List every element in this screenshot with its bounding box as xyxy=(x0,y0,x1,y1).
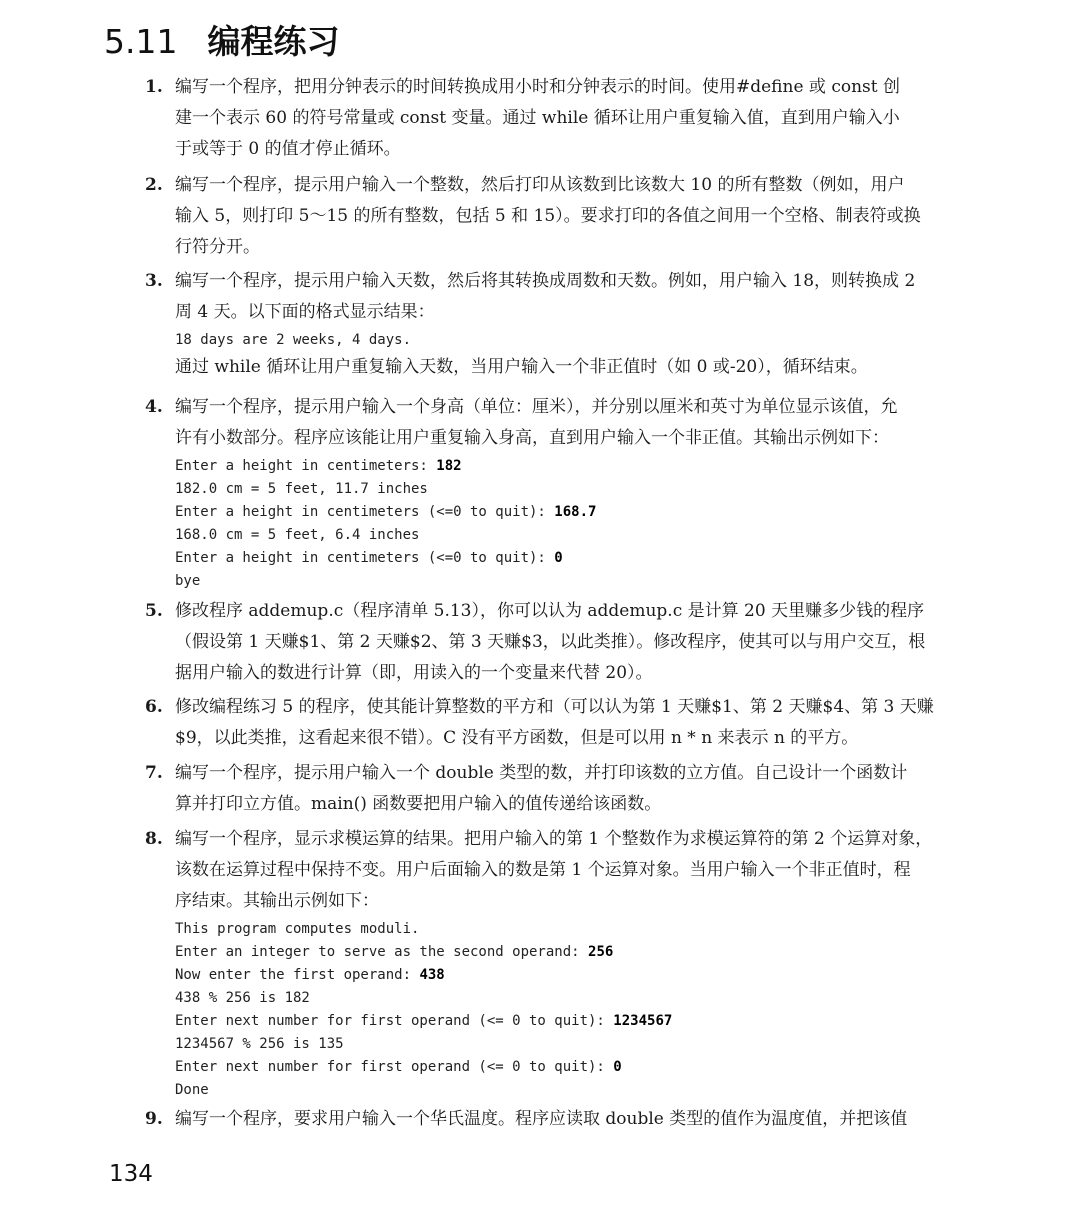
exercise-line: 编写一个程序，提示用户输入一个整数，然后打印从该数到比该数大 10 的所有整数（例如，用户 xyxy=(175,175,905,195)
exercise-item xyxy=(145,1104,975,1135)
exercise-line: 序结束。其输出示例如下： xyxy=(175,891,379,911)
exercise-line: 编写一个程序，要求用户输入一个华氏温度。程序应读取 double 类型的值作为温度值，并把该值 xyxy=(175,1109,908,1129)
exercise-line: 于或等于 0 的值才停止循环。 xyxy=(175,139,401,159)
code-line: Enter a height in centimeters (<=0 to quit): 168.7 xyxy=(175,504,597,520)
user-input: 182 xyxy=(436,458,462,474)
exercise-item xyxy=(145,596,975,689)
exercise-item xyxy=(145,758,975,820)
code-line: 438 % 256 is 182 xyxy=(175,990,310,1006)
code-line: Now enter the first operand: 438 xyxy=(175,967,445,983)
exercise-text xyxy=(175,596,975,689)
exercise-number: 3. xyxy=(145,271,163,291)
exercise-item xyxy=(145,824,975,1102)
exercise-text xyxy=(175,170,975,263)
exercise-text xyxy=(175,392,975,454)
exercise-line: 通过 while 循环让用户重复输入天数，当用户输入一个非正值时（如 0 或-20），循环结束。 xyxy=(175,357,868,377)
user-input: 0 xyxy=(554,550,563,566)
exercise-number: 9. xyxy=(145,1109,163,1129)
exercise-item xyxy=(145,692,975,754)
code-line: 1234567 % 256 is 135 xyxy=(175,1036,344,1052)
code-line: This program computes moduli. xyxy=(175,921,420,937)
code-line: Enter next number for first operand (<= 0 to quit): 1234567 xyxy=(175,1013,673,1029)
exercise-text xyxy=(175,824,975,917)
section-title: 编程练习 xyxy=(207,22,340,61)
exercise-number: 1. xyxy=(145,77,163,97)
user-input: 256 xyxy=(588,944,614,960)
exercise-number: 6. xyxy=(145,697,163,717)
code-line: 168.0 cm = 5 feet, 6.4 inches xyxy=(175,527,420,543)
page-number: 134 xyxy=(109,1161,153,1187)
exercise-line: 编写一个程序，把用分钟表示的时间转换成用小时和分钟表示的时间。使用#define 或 const 创 xyxy=(175,77,901,97)
exercise-line: 输入 5，则打印 5～15 的所有整数，包括 5 和 15）。要求打印的各值之间用一个空格、制表符或换 xyxy=(175,206,921,226)
code-sample xyxy=(175,455,975,593)
section-number: 5.11 xyxy=(104,22,178,61)
user-input: 1234567 xyxy=(613,1013,673,1029)
exercise-line: 行符分开。 xyxy=(175,237,260,257)
exercise-line: 建一个表示 60 的符号常量或 const 变量。通过 while 循环让用户重复输入值，直到用户输入小 xyxy=(175,108,900,128)
code-line: Enter an integer to serve as the second operand: 256 xyxy=(175,944,614,960)
exercise-text xyxy=(175,1104,975,1135)
exercise-item xyxy=(145,392,975,593)
exercise-line: 修改编程练习 5 的程序，使其能计算整数的平方和（可以认为第 1 天赚$1、第 2 天赚$4、第 3 天赚 xyxy=(175,697,934,717)
exercise-line: 据用户输入的数进行计算（即，用读入的一个变量来代替 20）。 xyxy=(175,663,653,683)
exercise-line: 编写一个程序，提示用户输入一个 double 类型的数，并打印该数的立方值。自己设计一个函数计 xyxy=(175,763,908,783)
code-line: bye xyxy=(175,573,201,589)
exercise-number: 7. xyxy=(145,763,163,783)
exercise-number: 8. xyxy=(145,829,163,849)
exercise-item xyxy=(145,72,975,165)
exercise-text xyxy=(175,266,975,328)
exercise-text xyxy=(175,72,975,165)
exercise-item xyxy=(145,170,975,263)
exercise-number: 5. xyxy=(145,601,163,621)
code-sample xyxy=(175,918,975,1102)
code-line: Enter a height in centimeters: 182 xyxy=(175,458,462,474)
exercise-line: 许有小数部分。程序应该能让用户重复输入身高，直到用户输入一个非正值。其输出示例如下： xyxy=(175,428,889,448)
exercise-line: 编写一个程序，提示用户输入天数，然后将其转换成周数和天数。例如，用户输入 18，则转换成 2 xyxy=(175,271,916,291)
code-line: 182.0 cm = 5 feet, 11.7 inches xyxy=(175,481,428,497)
code-line: Enter a height in centimeters (<=0 to quit): 0 xyxy=(175,550,563,566)
exercise-item xyxy=(145,266,975,383)
code-sample xyxy=(175,329,975,352)
exercise-line: 该数在运算过程中保持不变。用户后面输入的数是第 1 个运算对象。当用户输入一个非正值时，程 xyxy=(175,860,911,880)
code-line: Done xyxy=(175,1082,209,1098)
exercise-line: （假设第 1 天赚$1、第 2 天赚$2、第 3 天赚$3，以此类推）。修改程序，使其可以与用户交互，根 xyxy=(175,632,926,652)
user-input: 438 xyxy=(419,967,445,983)
exercise-text xyxy=(175,692,975,754)
exercise-line: 算并打印立方值。main() 函数要把用户输入的值传递给该函数。 xyxy=(175,794,662,814)
exercise-line: 周 4 天。以下面的格式显示结果： xyxy=(175,302,435,322)
code-line: 18 days are 2 weeks, 4 days. xyxy=(175,332,412,348)
exercise-number: 2. xyxy=(145,175,163,195)
exercise-line: $9，以此类推，这看起来很不错）。C 没有平方函数，但是可以用 n * n 来表示 n 的平方。 xyxy=(175,728,859,748)
code-line: Enter next number for first operand (<= 0 to quit): 0 xyxy=(175,1059,622,1075)
exercise-text xyxy=(175,352,975,383)
user-input: 0 xyxy=(613,1059,622,1075)
exercise-text xyxy=(175,758,975,820)
exercise-line: 编写一个程序，提示用户输入一个身高（单位：厘米），并分别以厘米和英寸为单位显示该值，允 xyxy=(175,397,898,417)
exercise-line: 修改程序 addemup.c（程序清单 5.13），你可以认为 addemup.c 是计算 20 天里赚多少钱的程序 xyxy=(175,601,925,621)
exercise-line: 编写一个程序，显示求模运算的结果。把用户输入的第 1 个整数作为求模运算符的第 2 个运算对象， xyxy=(175,829,933,849)
user-input: 168.7 xyxy=(554,504,597,520)
exercise-number: 4. xyxy=(145,397,163,417)
